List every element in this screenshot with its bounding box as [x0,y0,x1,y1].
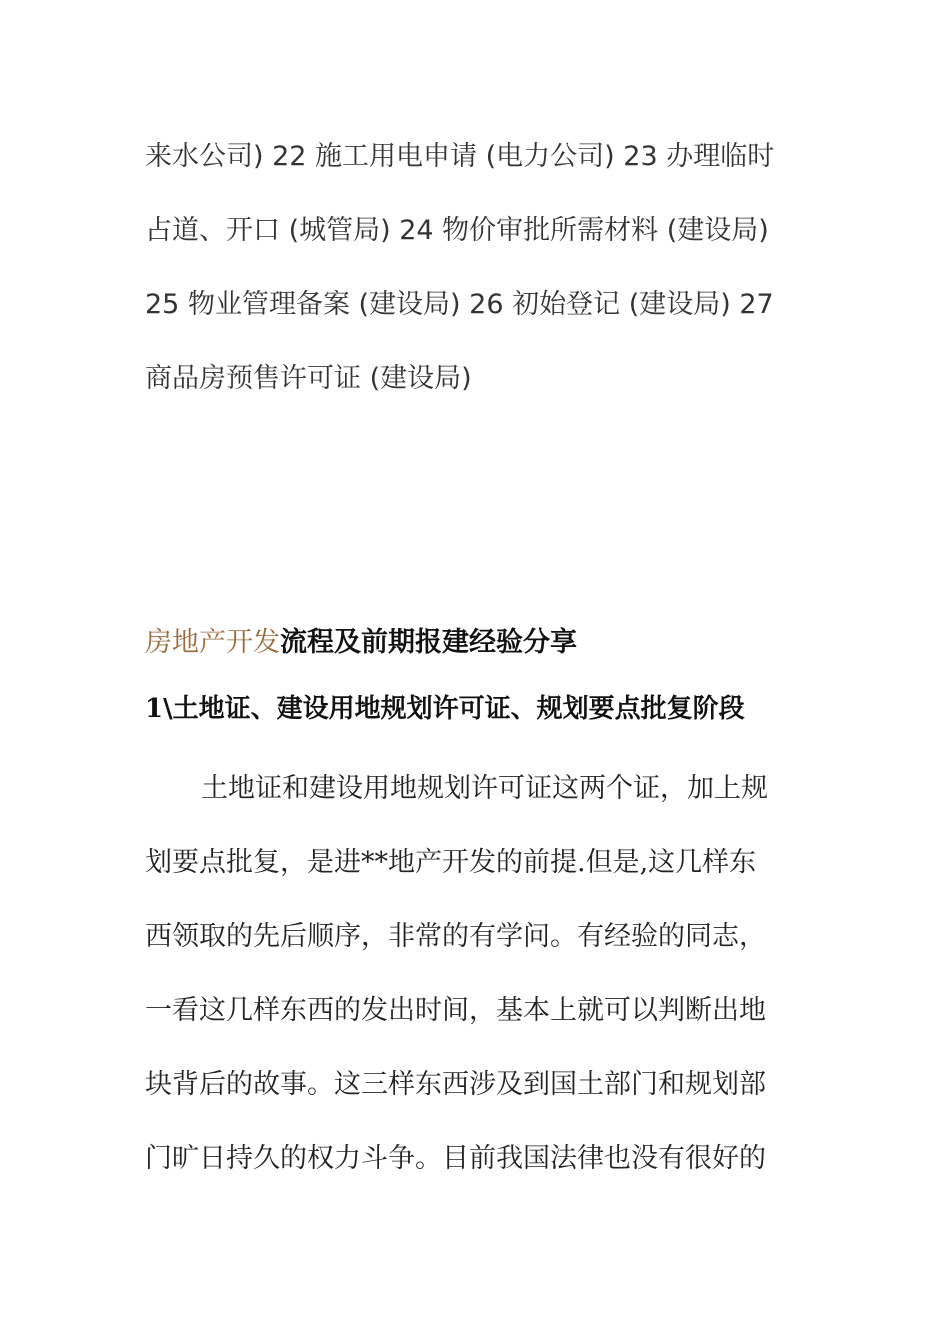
continuation-line: 来水公司) 22 施工用电申请 (电力公司) 23 办理临时 [145,141,775,172]
body-line: 一看这几样东西的发出时间，基本上就可以判断出地 [145,995,766,1026]
body-line: 划要点批复，是进**地产开发的前提.但是,这几样东 [145,847,757,878]
body-line: 西领取的先后顺序，非常的有学问。有经验的同志， [145,921,766,952]
article-title [145,620,825,666]
section-heading: 1\土地证、建设用地规划许可证、规划要点批复阶段 [145,694,745,724]
article-title-accent: 房地产开发 [145,627,280,658]
article-title-rest: 流程及前期报建经验分享 [280,627,577,658]
body-line: 土地证和建设用地规划许可证这两个证，加上规 [201,773,768,804]
continuation-line: 25 物业管理备案 (建设局) 26 初始登记 (建设局) 27 [145,289,774,320]
article-body [145,752,825,1196]
continuation-line: 占道、开口 (城管局) 24 物价审批所需材料 (建设局) [145,215,769,246]
body-line: 门旷日持久的权力斗争。目前我国法律也没有很好的 [145,1143,766,1174]
continuation-list [145,120,815,416]
continuation-line: 商品房预售许可证 (建设局) [145,363,472,394]
body-line: 块背后的故事。这三样东西涉及到国土部门和规划部 [145,1069,766,1100]
